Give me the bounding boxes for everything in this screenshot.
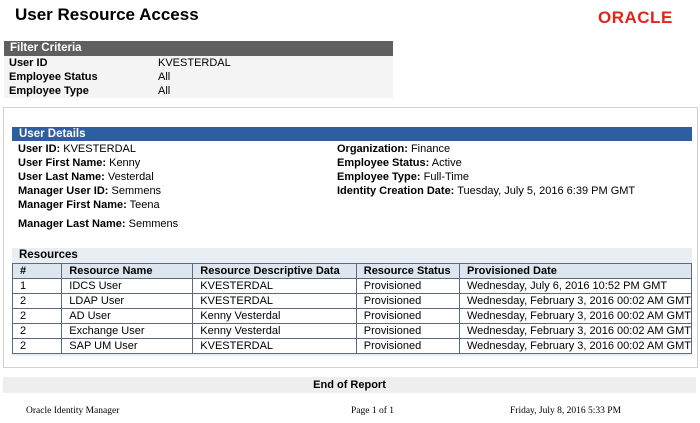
column-header: # <box>13 264 62 279</box>
table-cell: KVESTERDAL <box>193 339 356 354</box>
table-cell: SAP UM User <box>62 339 193 354</box>
table-row <box>13 279 692 294</box>
column-header: Resource Status <box>356 264 459 279</box>
table-cell: Wednesday, February 3, 2016 00:02 AM GMT <box>460 294 692 309</box>
field-label: Manager User ID: <box>18 185 109 197</box>
field-value: Finance <box>407 143 451 155</box>
end-of-report: End of Report <box>3 377 696 393</box>
table-cell: Provisioned <box>356 279 459 294</box>
field-label: Manager Last Name: <box>18 218 126 230</box>
table-cell: Wednesday, February 3, 2016 00:02 AM GMT <box>460 309 692 324</box>
field-label: User First Name: <box>18 157 107 169</box>
field-value: Kenny <box>106 157 141 169</box>
user-detail-field <box>337 157 462 169</box>
filter-row <box>4 70 393 84</box>
user-detail-field <box>337 185 635 197</box>
user-detail-field <box>18 218 178 230</box>
filter-value: All <box>158 85 171 97</box>
footer-page-number: Page 1 of 1 <box>351 406 395 416</box>
field-label: Employee Type: <box>337 171 421 183</box>
resources-table <box>12 263 692 354</box>
table-cell: Wednesday, February 3, 2016 00:02 AM GMT <box>460 324 692 339</box>
field-value: Teena <box>126 199 160 211</box>
table-cell: KVESTERDAL <box>193 279 356 294</box>
table-cell: KVESTERDAL <box>193 294 356 309</box>
table-cell: Provisioned <box>356 324 459 339</box>
filter-value: KVESTERDAL <box>158 57 231 69</box>
field-label: User Last Name: <box>18 171 105 183</box>
table-cell: LDAP User <box>62 294 193 309</box>
user-detail-field <box>337 143 450 155</box>
field-label: Identity Creation Date: <box>337 185 455 197</box>
field-value: Tuesday, July 5, 2016 6:39 PM GMT <box>454 185 636 197</box>
field-value: Full-Time <box>420 171 470 183</box>
filter-row <box>4 84 393 98</box>
field-value: Vesterdal <box>104 171 154 183</box>
field-value: KVESTERDAL <box>60 143 136 155</box>
field-value: Active <box>429 157 462 169</box>
column-header: Resource Name <box>62 264 193 279</box>
report-body-panel <box>3 107 698 368</box>
table-row <box>13 294 692 309</box>
user-detail-field <box>18 199 160 211</box>
table-cell: Provisioned <box>356 309 459 324</box>
report-title: User Resource Access <box>15 5 199 24</box>
field-label: User ID: <box>18 143 61 155</box>
table-row <box>13 309 692 324</box>
field-value: Semmens <box>108 185 162 197</box>
user-detail-field <box>18 171 154 183</box>
user-detail-field <box>18 157 140 169</box>
field-label: Organization: <box>337 143 408 155</box>
column-header: Provisioned Date <box>460 264 692 279</box>
table-cell: AD User <box>62 309 193 324</box>
table-cell: Wednesday, February 3, 2016 00:02 AM GMT <box>460 339 692 354</box>
table-cell: 2 <box>13 294 62 309</box>
table-cell: Provisioned <box>356 339 459 354</box>
filter-label: Employee Status <box>9 71 98 83</box>
field-label: Employee Status: <box>337 157 430 169</box>
table-header-row <box>13 264 692 279</box>
table-cell: 1 <box>13 279 62 294</box>
table-cell: 2 <box>13 324 62 339</box>
table-cell: 2 <box>13 309 62 324</box>
user-detail-field <box>18 185 161 197</box>
table-cell: Kenny Vesterdal <box>193 309 356 324</box>
filter-value: All <box>158 71 171 83</box>
filter-row <box>4 56 393 70</box>
user-detail-field <box>18 143 136 155</box>
footer-timestamp: Friday, July 8, 2016 5:33 PM <box>510 406 622 416</box>
table-cell: Exchange User <box>62 324 193 339</box>
user-details-header: User Details <box>12 127 692 141</box>
table-cell: Wednesday, July 6, 2016 10:52 PM GMT <box>460 279 692 294</box>
field-value: Semmens <box>125 218 179 230</box>
filter-label: User ID <box>9 57 48 69</box>
table-cell: IDCS User <box>62 279 193 294</box>
table-row <box>13 339 692 354</box>
table-cell: Provisioned <box>356 294 459 309</box>
oracle-logo: ORACLE <box>598 8 673 27</box>
filter-criteria-header: Filter Criteria <box>4 41 393 56</box>
column-header: Resource Descriptive Data <box>193 264 356 279</box>
filter-criteria-section <box>4 41 393 98</box>
user-detail-field <box>337 171 469 183</box>
table-cell: Kenny Vesterdal <box>193 324 356 339</box>
resources-section <box>12 248 692 356</box>
table-row <box>13 324 692 339</box>
resources-header: Resources <box>19 249 78 261</box>
table-cell: 2 <box>13 339 62 354</box>
filter-label: Employee Type <box>9 85 89 97</box>
footer-app-name: Oracle Identity Manager <box>26 406 120 416</box>
field-label: Manager First Name: <box>18 199 127 211</box>
